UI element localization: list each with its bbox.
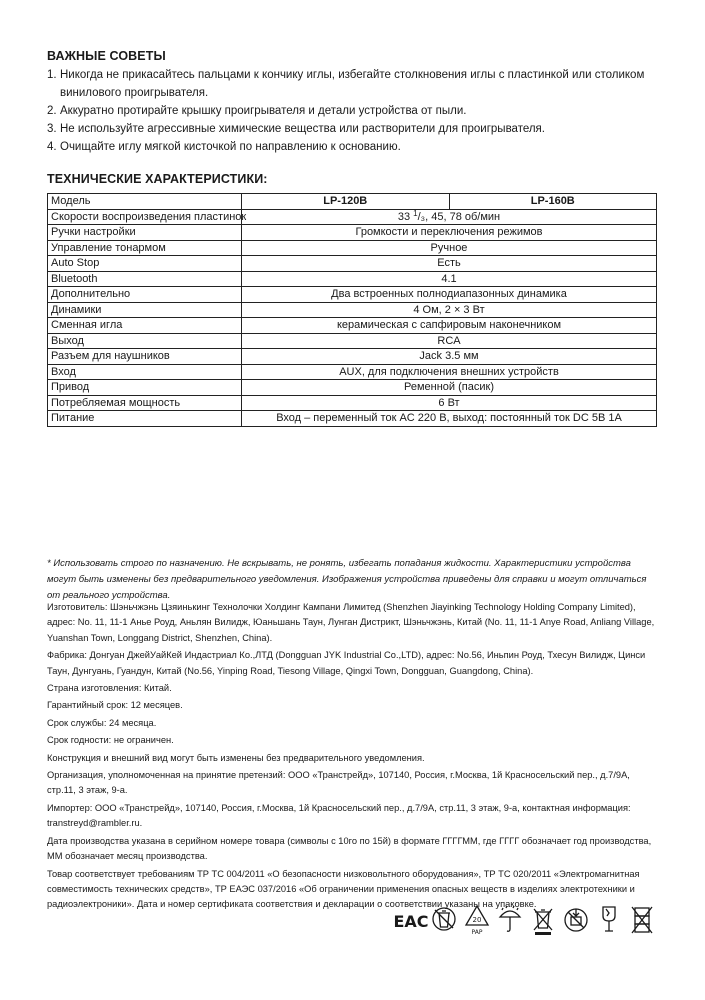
table-row [48, 271, 657, 287]
certification-marks [393, 903, 656, 937]
spec-value: керамическая с сапфировым наконечником [242, 318, 657, 334]
info-paragraph: Страна изготовления: Китай. [47, 683, 172, 694]
info-paragraph: Срок годности: не ограничен. [47, 735, 174, 746]
spec-value: Jack 3.5 мм [242, 349, 657, 365]
spec-label: Скорости воспроизведения пластинок [48, 209, 242, 225]
spec-label: Ручки настройки [48, 225, 242, 241]
recycle-pap-icon [463, 903, 491, 937]
info-paragraph: Товар соответствует требованиям ТР ТС 004/2011 «О безопасности низковольтного оборудования», ТР ТС 020/2011 «Электромагнитная совместимость технических средств», ТР ЕАЭС 037/2016 «Об ограничении применения опасных веществ в изделиях электротехники и радиоэлектроники». Дата и номер сертификата соответствия и декларации о соответствии указаны на упаковке. [47, 868, 640, 910]
spec-label: Выход [48, 333, 242, 349]
tip-number: 3. [47, 123, 57, 135]
spec-value: 6 Вт [242, 395, 657, 411]
spec-value: RCA [242, 333, 657, 349]
table-row [48, 349, 657, 365]
tip-text: Никогда не прикасайтесь пальцами к кончику иглы, избегайте столкновения иглы с пластинкой или столиком винилового проигрывателя. [60, 69, 645, 99]
stack-limit-icon [628, 903, 656, 937]
spec-label: Вход [48, 364, 242, 380]
table-row [48, 209, 657, 225]
svg-text:PAP: PAP [471, 929, 483, 936]
table-row [48, 395, 657, 411]
spec-value: Ременной (пасик) [242, 380, 657, 396]
specs-table [47, 193, 657, 427]
tip-item [47, 66, 659, 102]
info-paragraph: Срок службы: 24 месяца. [47, 717, 157, 728]
important-tips [47, 47, 659, 156]
table-row [48, 225, 657, 241]
svg-text:EAC: EAC [393, 912, 429, 931]
tip-number: 2. [47, 105, 57, 117]
info-paragraph: Импортер: ООО «Транстрейд», 107140, Россия, г.Москва, 1й Красносельский пер., д.7/9А, стр.11, 3 этаж, 9-а, контактная информация: transtreyd@rambler.ru. [47, 802, 631, 829]
spec-label: Bluetooth [48, 271, 242, 287]
info-paragraph: Организация, уполномоченная на принятие претензий: ООО «Транстрейд», 107140, Россия, г.Москва, 1й Красносельский пер., д.7/9А, стр.11, 3 этаж, 9-а. [47, 770, 630, 796]
table-row [48, 364, 657, 380]
tip-item [47, 120, 659, 138]
eac-mark-icon [393, 903, 429, 937]
fragile-icon [595, 903, 623, 937]
spec-value: Вход – переменный ток AC 220 В, выход: постоянный ток DC 5В 1А [242, 411, 657, 427]
info-paragraph: Конструкция и внешний вид могут быть изменены без предварительного уведомления. [47, 752, 425, 763]
spec-label: Потребляемая мощность [48, 395, 242, 411]
no-trash-icon [430, 903, 458, 937]
spec-label: Управление тонармом [48, 240, 242, 256]
speed-sup: 1 [413, 208, 418, 218]
spec-value: Есть [242, 256, 657, 272]
model-label: Модель [48, 194, 242, 210]
table-row [48, 287, 657, 303]
tip-text: Не используйте агрессивные химические вещества или растворители для проигрывателя. [60, 123, 545, 135]
info-paragraph: Гарантийный срок: 12 месяцев. [47, 700, 183, 711]
spec-value: Громкости и переключения режимов [242, 225, 657, 241]
manufacturer-info [47, 600, 659, 915]
specs-heading: ТЕХНИЧЕСКИЕ ХАРАКТЕРИСТИКИ: [47, 172, 268, 186]
spec-label: Разъем для наушников [48, 349, 242, 365]
spec-label: Привод [48, 380, 242, 396]
table-row [48, 240, 657, 256]
info-paragraph: Изготовитель: Шэньчжэнь Цзяинькинг Технолочки Холдинг Кампани Лимитед (Shenzhen Jiayinking Technology Holding Company Limited), адрес: No. 11, 11-1 Анье Роуд, Аньлян Вилидж, Юаньшань Таун, Лунган Дистрикт, Шэньчжэнь, Китай (No. 11, 11-1 Anye Road, Anliang Village, Yuanshan Town, Longgang District, Shenzhen, China). [47, 602, 655, 643]
keep-dry-umbrella-icon [496, 903, 524, 937]
spec-value: Два встроенных полнодиапазонных динамика [242, 287, 657, 303]
speed-whole: 33 [397, 210, 414, 223]
model-a: LP-120B [242, 194, 450, 210]
tips-heading: ВАЖНЫЕ СОВЕТЫ [47, 49, 166, 63]
tip-number: 1. [47, 69, 57, 81]
table-row [48, 256, 657, 272]
model-b: LP-160B [449, 194, 657, 210]
no-crush-icon [562, 903, 590, 937]
table-row [48, 318, 657, 334]
specs-header-row [48, 194, 657, 210]
spec-value: 4.1 [242, 271, 657, 287]
info-paragraph: Дата производства указана в серийном номере товара (символы с 10го по 15й) в формате ГГГГММ, где ГГГГ обозначает год производства, ММ обозначает месяц производства. [47, 835, 652, 862]
svg-text:20: 20 [472, 916, 482, 924]
tip-text: Очищайте иглу мягкой кисточкой по направлению к основанию. [60, 141, 401, 153]
tip-text: Аккуратно протирайте крышку проигрывателя и детали устройства от пыли. [60, 105, 467, 117]
spec-value: Ручное [242, 240, 657, 256]
spec-label: Динамики [48, 302, 242, 318]
tip-item [47, 138, 659, 156]
info-paragraph: Фабрика: Донгуан ДжейУайКей Индастриал Ко.,ЛТД (Dongguan JYK Industrial Co.,LTD), адрес: No.56, Иньпин Роуд, Тхесун Вилидж, Цинси Таун, Дунгуань, Гуандун, Китай (No.56, Yinping Road, Tiesong Village, Qingxi Town, Dongguan, Guangdong, China). [47, 650, 646, 676]
disclaimer: * Использовать строго по назначению. Не вскрывать, не ронять, избегать попадания жидкости. Характеристики устройства могут быть изменены без предварительного уведомления. Изображения устройства приведены для справки и могут отличаться от реального устройства. [47, 558, 647, 601]
spec-label: Auto Stop [48, 256, 242, 272]
table-row [48, 411, 657, 427]
table-row [48, 333, 657, 349]
spec-value: 4 Ом, 2 × 3 Вт [242, 302, 657, 318]
tip-item [47, 102, 659, 120]
speed-rest: /₃, 45, 78 об/мин [417, 210, 501, 223]
table-row [48, 380, 657, 396]
table-row [48, 302, 657, 318]
tip-number: 4. [47, 141, 57, 153]
spec-value: AUX, для подключения внешних устройств [242, 364, 657, 380]
spec-label: Сменная игла [48, 318, 242, 334]
weee-bin-icon [529, 903, 557, 937]
spec-value [242, 209, 657, 225]
spec-label: Питание [48, 411, 242, 427]
spec-label: Дополнительно [48, 287, 242, 303]
